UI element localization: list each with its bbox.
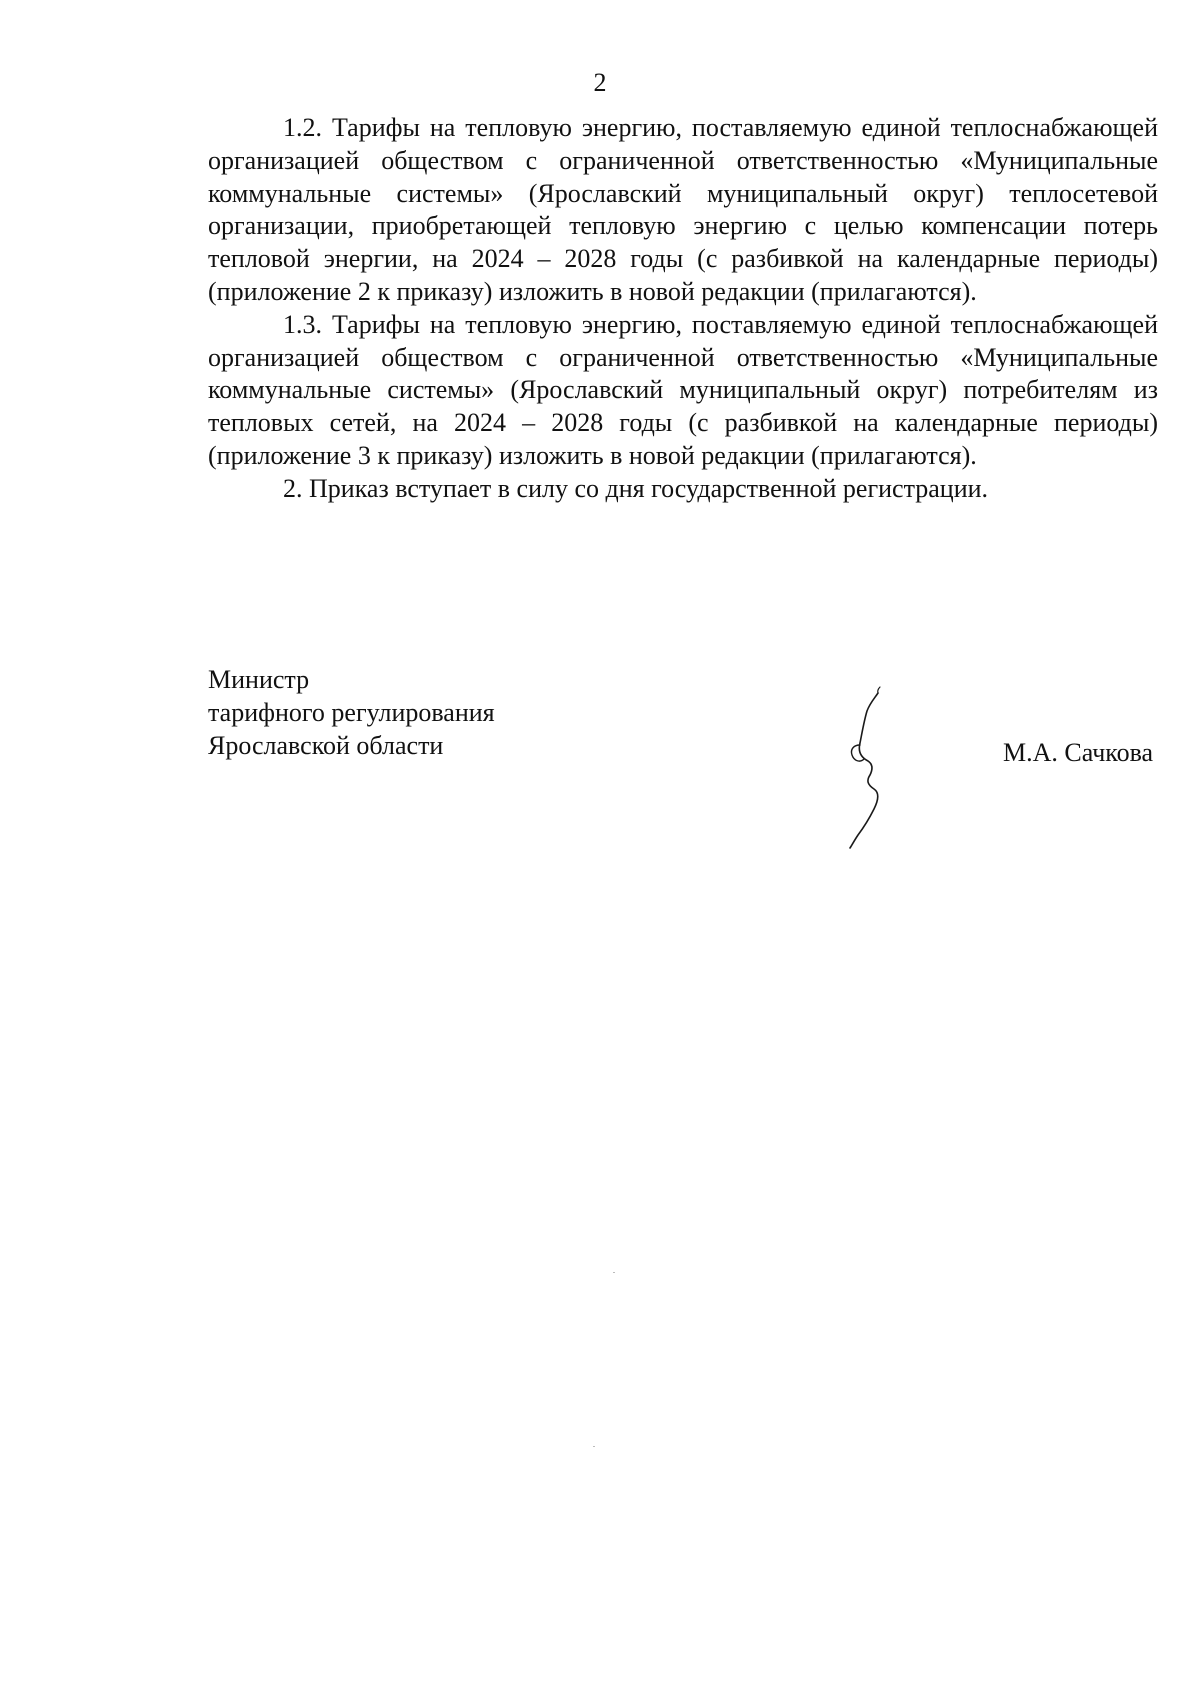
scan-speck xyxy=(613,1272,615,1273)
paragraph-1-2: 1.2. Тарифы на тепловую энергию, поставляемую единой теплоснабжающей организацией обществом с ограниченной ответственностью «Муниципальные коммунальные системы» (Ярославский муниципальный округ) теплосетевой организации, приобретающей тепловую энергию с целью компенсации потерь тепловой энергии, на 2024 – 2028 годы (с разбивкой на календарные периоды) (приложение 2 к приказу) изложить в новой редакции (прилагаются). xyxy=(208,113,1158,306)
signatory-title-line: Ярославской области xyxy=(208,730,444,760)
scan-speck xyxy=(593,1446,595,1447)
page-number: 2 xyxy=(593,68,607,97)
signatory-title xyxy=(208,664,495,762)
signer-name: М.А. Сачкова xyxy=(1003,738,1154,767)
signatory-title-line: Министр xyxy=(208,665,310,694)
handwritten-signature xyxy=(830,685,920,850)
signatory-title-line: тарифного регулирования xyxy=(208,697,495,727)
paragraph-1-3: 1.3. Тарифы на тепловую энергию, поставляемую единой теплоснабжающей организацией обществом с ограниченной ответственностью «Муниципальные коммунальные системы» (Ярославский муниципальный округ) потребителям из тепловых сетей, на 2024 – 2028 годы (с разбивкой на календарные периоды) (приложение 3 к приказу) изложить в новой редакции (прилагаются). xyxy=(208,309,1158,470)
paragraph-2: 2. Приказ вступает в силу со дня государственной регистрации. xyxy=(283,473,989,503)
document-body xyxy=(208,112,1158,506)
